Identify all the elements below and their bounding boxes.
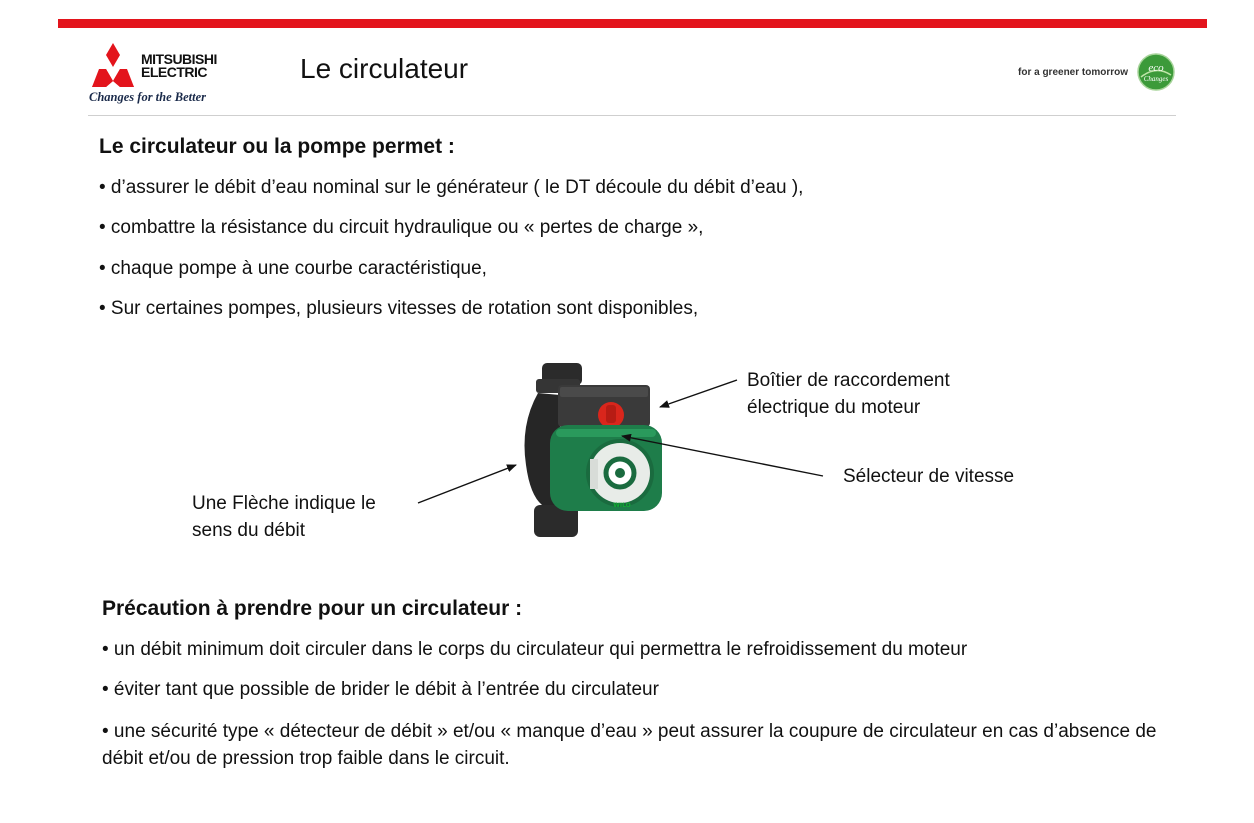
section2-bullet: • éviter tant que possible de brider le débit à l’entrée du circulateur	[102, 679, 659, 700]
brand-tagline: Changes for the Better	[89, 90, 207, 104]
callout-flow-arrow-line1: Une Flèche indique le	[192, 493, 376, 514]
brand-name-line1: MITSUBISHI	[141, 51, 217, 67]
three-diamonds-icon	[88, 42, 138, 88]
section1-bullet: • chaque pompe à une courbe caractéristique,	[99, 258, 487, 279]
eco-logo-text-2: Changes	[1143, 75, 1169, 83]
top-accent-bar	[58, 19, 1207, 28]
pump-brand-text: WILO	[613, 502, 631, 509]
callout-speed-selector: Sélecteur de vitesse	[843, 466, 1015, 487]
brand-name-line2: ELECTRIC	[141, 64, 207, 80]
section1-bullet: • combattre la résistance du circuit hydraulique ou « pertes de charge »,	[99, 217, 704, 238]
eco-logo-text-1: eco	[1148, 62, 1164, 74]
page-title: Le circulateur	[300, 53, 469, 84]
flow-arrow-icon	[516, 457, 522, 473]
mitsubishi-electric-logo	[88, 42, 243, 108]
section2-bullet: • une sécurité type « détecteur de débit » et/ou « manque d’eau » peut assurer la coupure de circulateur en cas d’absence de débit et/ou de pression trop faible dans le circuit.	[102, 721, 1157, 769]
header-divider	[88, 115, 1176, 116]
section2-bullet: • un débit minimum doit circuler dans le corps du circulateur qui permettra le refroidissement du moteur	[102, 639, 968, 660]
callout-junction-box-line1: Boîtier de raccordement	[747, 370, 950, 391]
section1-bullet: • d’assurer le débit d’eau nominal sur le générateur ( le DT découle du débit d’eau ),	[99, 177, 804, 198]
callout-flow-arrow	[192, 490, 376, 544]
circulator-pump-image	[490, 355, 690, 550]
callout-junction-box-line2: électrique du moteur	[747, 397, 921, 418]
section2-heading: Précaution à prendre pour un circulateur :	[102, 597, 523, 620]
greener-tomorrow-tagline: for a greener tomorrow	[1018, 67, 1129, 78]
eco-changes-logo-icon	[1137, 53, 1175, 91]
callout-flow-arrow-line2: sens du débit	[192, 520, 306, 541]
pump-illustration	[514, 363, 662, 537]
section1-heading: Le circulateur ou la pompe permet :	[99, 135, 455, 158]
callout-junction-box	[747, 367, 950, 421]
section1-bullet: • Sur certaines pompes, plusieurs vitesses de rotation sont disponibles,	[99, 298, 699, 319]
